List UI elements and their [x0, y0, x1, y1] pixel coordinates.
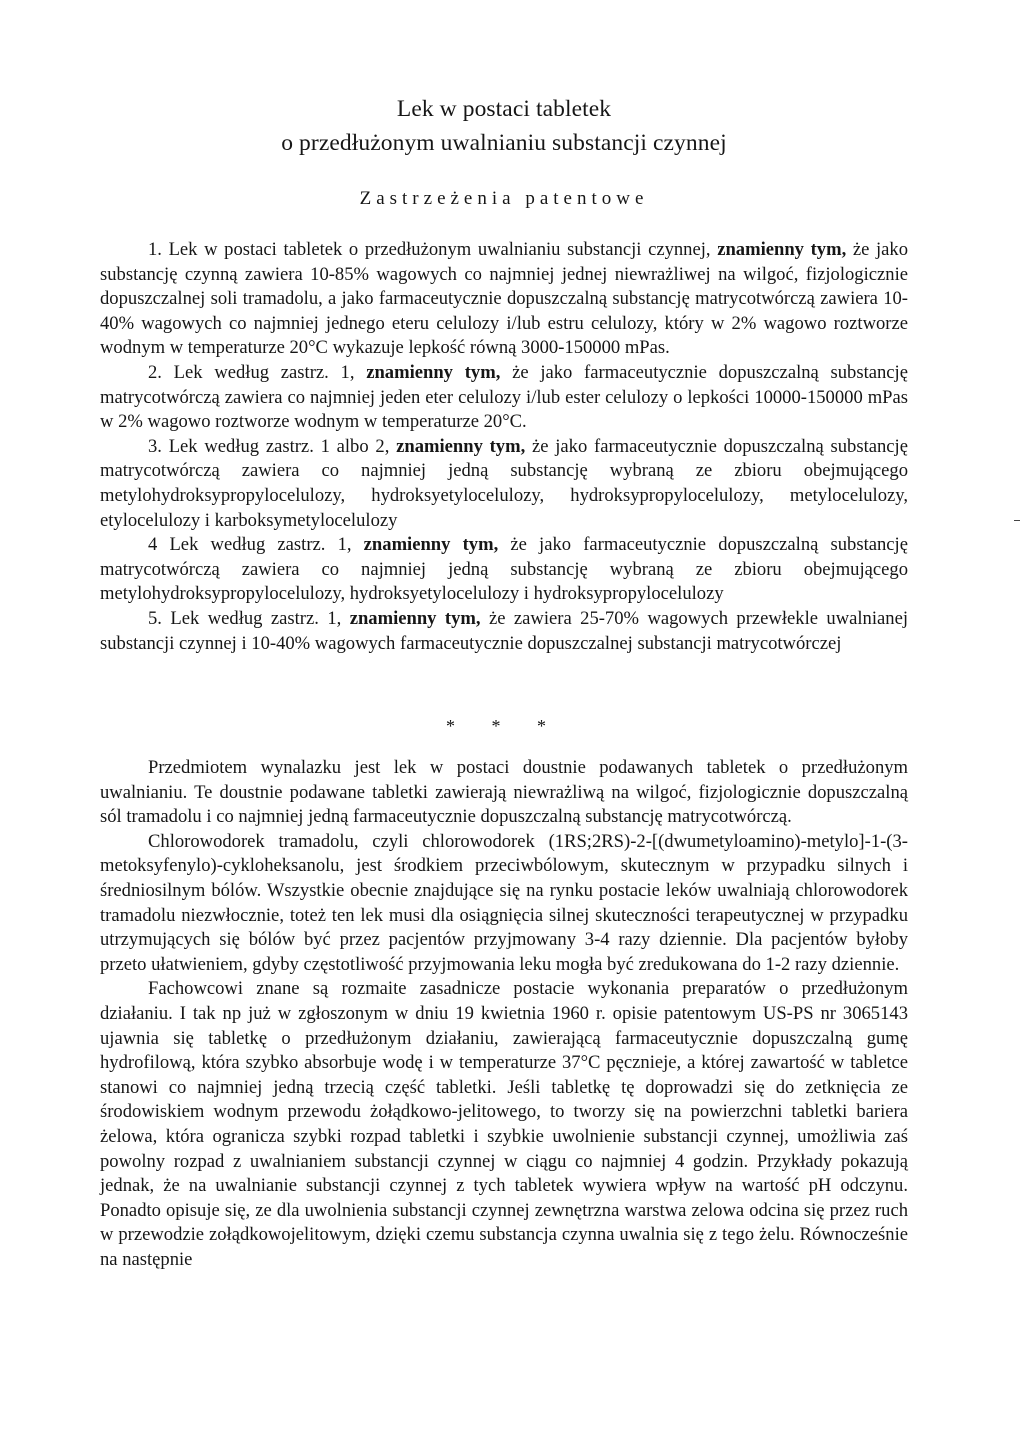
claim-4	[100, 533, 908, 607]
description-paragraph-3: Fachowcowi znane są rozmaite zasadnicze postacie wykonania preparatów o przedłużonym działaniu. I tak np już w zgłoszonym w dniu 19 kwietnia 1960 r. opisie patentowym US-PS nr 3065143 ujawnia się tabletkę o przedłużonym działaniu, zawierającą farmaceutycznie dopuszczalną gumę hydrofilową, która szybko absorbuje wodę i w temperaturze 37°C pęcznieje, a której zawartość w tabletce stanowi co najmniej jedną trzecią część tabletki. Jeśli tabletkę tę doprowadzi się do zetknięcia ze środowiskiem wodnym przewodu żołądkowo-jelitowego, to tworzy się na powierzchni tabletki bariera żelowa, która ogranicza szybki rozpad tabletki i szybkie uwolnienie substancji czynnej, umożliwia zaś powolny rozpad z uwalnianiem substancji czynnej w ciągu co najmniej 4 godzin. Przykłady pokazują jednak, że na uwalnianie substancji czynnej z tych tabletek wywiera wpływ na wartość pH odczynu. Ponadto opisuje się, ze dla uwolnienia substancji czynnej zewnętrzna warstwa zelowa odcina się przez ruch w przewodzie zołądkowojelitowym, dzięki czemu substancja czynna uwalnia się z tego żelu. Równocześnie na następnie	[100, 978, 908, 1270]
claim-prefix: 1. Lek w postaci tabletek o przedłużonym uwalnianiu substancji czynnej,	[148, 239, 711, 260]
section-separator: * * *	[446, 716, 562, 736]
title-line-2: o przedłużonym uwalnianiu substancji czynnej	[281, 130, 727, 156]
claim-5	[100, 607, 908, 656]
claim-key-phrase: znamienny tym,	[717, 239, 847, 260]
claim-body: że jako farmaceutycznie dopuszczalną substancję matrycotwórczą zawiera co najmniej jeden eter celulozy i/lub ester celulozy o lepkości 10000-150000 mPas w 2% wagowo roztworze wodnym w temperaturze 20°C.	[100, 361, 908, 433]
claim-prefix: 2. Lek według zastrz. 1,	[148, 361, 355, 383]
claim-key-phrase: znamienny tym,	[349, 607, 481, 629]
claim-2	[100, 361, 908, 435]
claim-body: że jako substancję czynną zawiera 10-85% wagowych co najmniej jednej niewrażliwej na wilgoć, fizjologicznie dopuszczalnej soli tramadolu, a jako farmaceutycznie dopuszczalną substancję matrycotwórczą zawiera 10-40% wagowych co najmniej jednego eteru celulozy i/lub estru celulozy, który w 2% wagowo roztworze wodnym w temperaturze 20°C wykazuje lepkość równą 3000-150000 mPas.	[100, 239, 909, 359]
claim-prefix: 3. Lek według zastrz. 1 albo 2,	[148, 435, 390, 457]
claims-section	[100, 238, 908, 656]
claim-3	[100, 435, 908, 533]
scan-edge-mark	[1014, 520, 1020, 521]
claim-body: że jako farmaceutycznie dopuszczalną substancję matrycotwórczą zawiera co najmniej jedną substancję wybraną ze zbioru obejmującego metylohydroksypropylocelulozy, hydroksyetylocelulozy, hydroksypropylocelulozy, metylocelulozy, etylocelulozy i karboksymetylocelulozy	[100, 435, 908, 531]
claim-body: że zawiera 25-70% wagowych przewłekle uwalnianej substancji czynnej i 10-40% wagowych farmaceutycznie dopuszczalnej substancji matrycotwórczej	[100, 607, 908, 654]
claim-key-phrase: znamienny tym,	[363, 534, 499, 556]
document-title	[100, 92, 908, 160]
claim-key-phrase: znamienny tym,	[396, 435, 526, 457]
claim-body: że jako farmaceutycznie dopuszczalną substancję matrycotwórczą zawiera co najmniej jedną substancję wybraną ze zbioru obejmującego metylohydroksypropylocelulozy, hydroksyetylocelulozy i hydroksypropylocelulozy	[100, 534, 908, 605]
claims-heading: Zastrzeżenia patentowe	[359, 188, 649, 209]
description-paragraph-1: Przedmiotem wynalazku jest lek w postaci doustnie podawanych tabletek o przedłużonym uwalnianiu. Te doustnie podawane tabletki zawierają niewrażliwą na wilgoć, fizjologicznie dopuszczalną sól tramadolu i co najmniej jedną farmaceutycznie dopuszczalną substancję matrycotwórczą.	[100, 757, 908, 828]
description-paragraph-2: Chlorowodorek tramadolu, czyli chlorowodorek (1RS;2RS)-2-[(dwumetyloamino)-metylo]-1-(3-metoksyfenylo)-cykloheksanolu, jest środkiem przeciwbólowym, skutecznym w przypadku silnych i średniosilnym bólów. Wszystkie obecnie znajdujące się na rynku postacie leków uwalniają chlorowodorek tramadolu niezwłocznie, toteż ten lek musi dla osiągnięcia silnej skuteczności terapeutycznej w przypadku utrzymujących się bólów być przez pacjentów przyjmowany 3-4 razy dziennie. Dla pacjentów byłoby przeto ułatwieniem, gdyby częstotliwość przyjmowania leku mogła być zredukowana do 1-2 razy dziennie.	[100, 830, 908, 975]
title-line-1: Lek w postaci tabletek	[396, 96, 612, 122]
claim-prefix: 4 Lek według zastrz. 1,	[148, 534, 352, 556]
claim-key-phrase: znamienny tym,	[366, 361, 501, 383]
claim-1	[100, 238, 908, 361]
description-section	[100, 756, 908, 1272]
claim-prefix: 5. Lek według zastrz. 1,	[148, 607, 342, 629]
document-page	[100, 0, 908, 1448]
